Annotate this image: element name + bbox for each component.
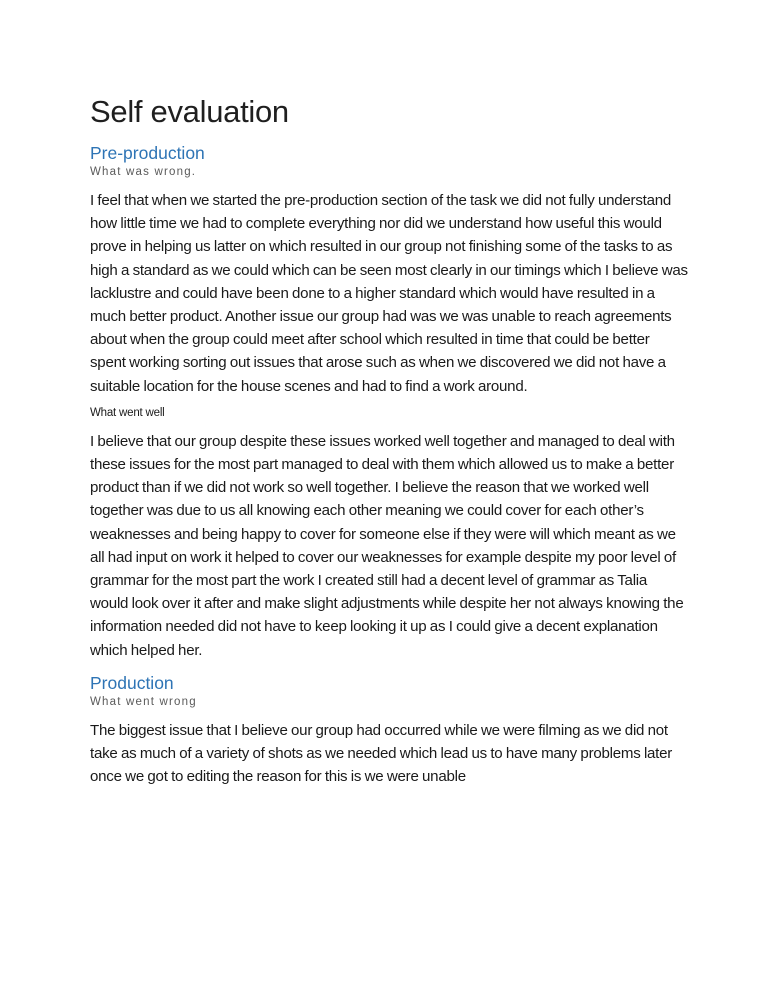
- page-title: Self evaluation: [90, 94, 289, 129]
- subheading-what-was-wrong: What was wrong.: [90, 166, 197, 178]
- paragraph-pre-production-went-well: I believe that our group despite these issues worked well together and managed to deal with these issues for the most part managed to deal with them which allowed us to make a better product than if we did not work so well together. I believe the reason that we worked well together was due to us all knowing each other meaning we could cover for each other’s weaknesses and being happy to cover for someone else if they were will which meant as we all had input on work it helped to cover our weaknesses for example despite my poor level of grammar for the most part the work I created still had a decent level of grammar as Talia would look over it after and make slight adjustments while despite her not always knowing the information needed did not have to keep looking it up as I could give a decent explanation which helped her.: [90, 432, 684, 659]
- document-page: [90, 92, 688, 794]
- label-what-went-well: What went well: [90, 406, 165, 419]
- section-heading-production: Production: [90, 672, 174, 693]
- section-heading-pre-production: Pre-production: [90, 143, 205, 163]
- subheading-what-went-wrong: What went wrong: [90, 695, 197, 708]
- paragraph-pre-production-wrong: I feel that when we started the pre-production section of the task we did not fully understand how little time we had to complete everything nor did we understand how useful this would prove in helping us latter on which resulted in our group not finishing some of the tasks to as high a standard as we could which can be seen most clearly in our timings which I believe was lacklustre and could have been done to a higher standard which would have resulted in a much better product. Another issue our group had was we was unable to reach agreements about when the group could meet after school which resulted in time that could be better spent working sorting out issues that arose such as when we discovered we did not have a suitable location for the house scenes and had to find a work around.: [90, 192, 688, 395]
- paragraph-production-wrong: The biggest issue that I believe our group had occurred while we were filming as we did not take as much of a variety of shots as we needed which lead us to have many problems later once we got to editing the reason for this is we were unable: [90, 721, 673, 786]
